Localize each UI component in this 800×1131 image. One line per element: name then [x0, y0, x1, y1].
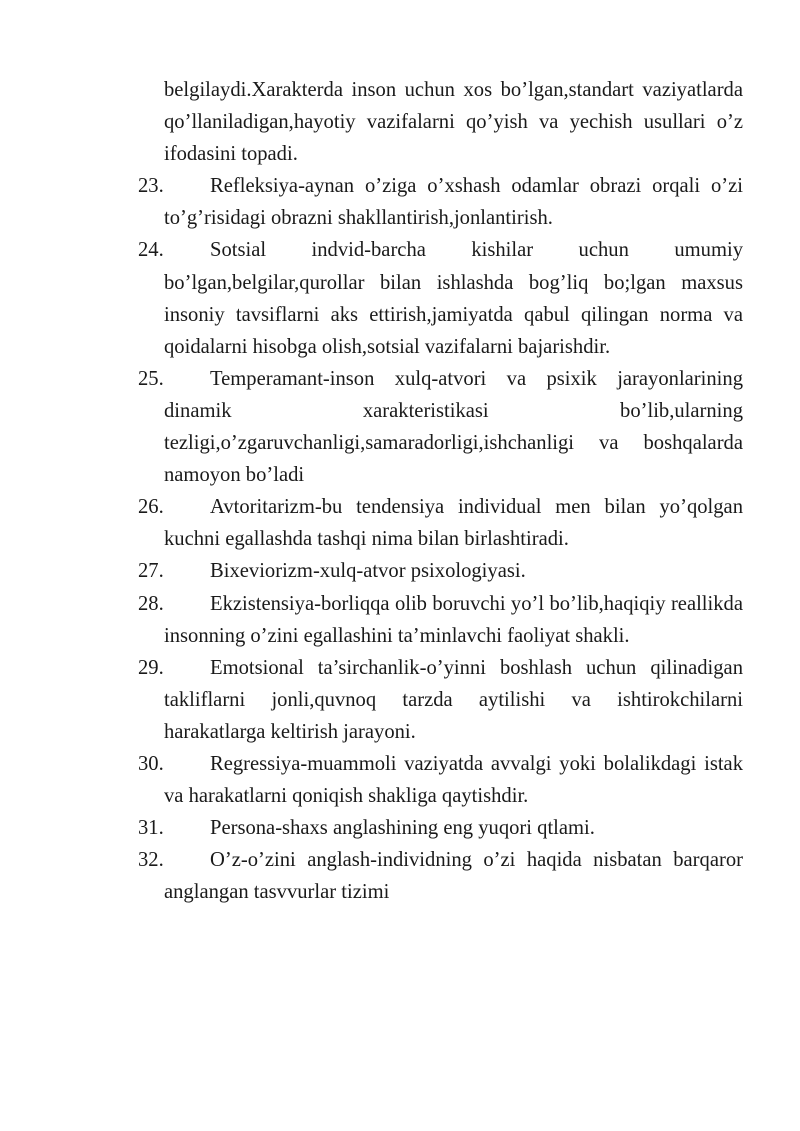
list-item [138, 588, 743, 652]
list-item-text: O’z-o’zini anglash-individning o’zi haqida nisbatan barqaror anglangan tasvvurlar tizimi [164, 849, 743, 904]
list-item-text: Refleksiya-aynan o’ziga o’xshash odamlar obrazi orqali o’zi to’g’risidagi obrazni shakllantirish,jonlantirish. [164, 175, 743, 230]
list-item-number: 27. [138, 560, 164, 583]
list-item [138, 844, 743, 908]
list-item-number: 26. [138, 496, 164, 519]
document-body [138, 74, 743, 908]
list-item-text: Temperamant-inson xulq-atvori va psixik jarayonlarining dinamik xarakteristikasi bo’lib,ularning tezligi,o’zgaruvchanligi,samaradorligi,ishchanligi va boshqalarda namoyon bo’ladi [164, 367, 743, 487]
list-item-number: 32. [138, 849, 164, 872]
list-item-number: 30. [138, 752, 164, 775]
list-item-number: 23. [138, 175, 164, 198]
list-item-text: Sotsial indvid-barcha kishilar uchun umumiy bo’lgan,belgilar,qurollar bilan ishlashda bog’liq bo;lgan maxsus insoniy tavsiflarni aks ettirish,jamiyatda qabul qilingan norma va qoidalarni hisobga olish,sotsial vazifalarni bajarishdir. [164, 239, 743, 358]
list-item-number: 25. [138, 367, 164, 390]
list-item-number: 28. [138, 592, 164, 615]
list-item-text: Regressiya-muammoli vaziyatda avvalgi yoki bolalikdagi istak va harakatlarni qoniqish shakliga qaytishdir. [164, 752, 743, 808]
list-item [138, 748, 743, 812]
list-item-text: Emotsional ta’sirchanlik-o’yinni boshlash uchun qilinadigan takliflarni jonli,quvnoq tarzda aytilishi va ishtirokchilarni harakatlarga keltirish jarayoni. [164, 656, 743, 743]
list-item-number: 31. [138, 817, 164, 840]
list-item [138, 812, 743, 844]
list-item [138, 491, 743, 555]
list-item-number: 24. [138, 239, 164, 262]
list-item [138, 363, 743, 491]
list-item-text: Avtoritarizm-bu tendensiya individual men bilan yo’qolgan kuchni egallashda tashqi nima bilan birlashtiradi. [164, 496, 743, 551]
list-item-text: Ekzistensiya-borliqqa olib boruvchi yo’l bo’lib,haqiqiy reallikda insonning o’zini egallashini ta’minlavchi faoliyat shakli. [164, 592, 743, 647]
list-item-text: Bixeviorizm-xulq-atvor psixologiyasi. [210, 560, 526, 583]
list-item [138, 555, 743, 587]
list-item-number: 29. [138, 656, 164, 679]
list-item-text: Persona-shaxs anglashining eng yuqori qtlami. [210, 817, 595, 840]
list-item [138, 652, 743, 748]
list-item [138, 170, 743, 234]
continuation-paragraph: belgilaydi.Xarakterda inson uchun xos bo’lgan,standart vaziyatlarda qo’llaniladigan,hayotiy vazifalarni qo’yish va yechish usullari o’z ifodasini topadi. [164, 79, 743, 166]
list-item [138, 234, 743, 362]
